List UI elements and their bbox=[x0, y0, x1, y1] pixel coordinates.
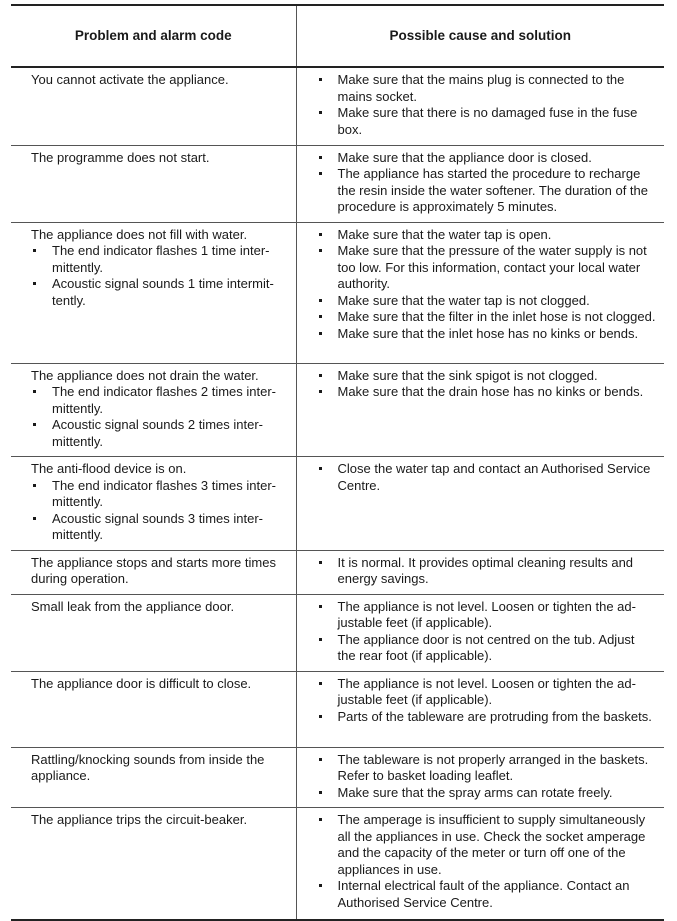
table-row bbox=[11, 67, 664, 145]
solution-cell bbox=[296, 67, 664, 145]
solution-cell bbox=[296, 222, 664, 363]
solution-cell bbox=[296, 363, 664, 457]
problem-cell bbox=[11, 145, 296, 222]
table-row bbox=[11, 550, 664, 594]
problem-text: The appliance does not drain the water. bbox=[31, 367, 259, 383]
solution-item: It is normal. It provides optimal cleaning results and energy savings. bbox=[317, 555, 657, 588]
problem-cell bbox=[11, 594, 296, 671]
problem-text: The anti-flood device is on. bbox=[31, 461, 187, 476]
table-row bbox=[11, 808, 664, 920]
solution-cell bbox=[296, 145, 664, 222]
solution-item: Make sure that the appliance door is closed. bbox=[317, 150, 657, 167]
table-row bbox=[11, 671, 664, 747]
solution-item: Internal electrical fault of the appliance. Contact an Authorised Service Centre. bbox=[317, 878, 657, 911]
alarm-code-item: The end indicator flashes 3 times intermittently. bbox=[31, 478, 290, 511]
alarm-code-list bbox=[31, 243, 290, 309]
problem-text: Rattling/knocking sounds from inside the appliance. bbox=[31, 751, 265, 783]
problem-text: Small leak from the appliance door. bbox=[31, 598, 235, 614]
table-row bbox=[11, 594, 664, 671]
solution-item: Make sure that the spray arms can rotate freely. bbox=[317, 785, 657, 802]
solution-item: The appliance is not level. Loosen or tighten the adjustable feet (if applicable). bbox=[317, 676, 657, 709]
solution-cell bbox=[296, 594, 664, 671]
table-body bbox=[11, 67, 664, 920]
problem-text: The appliance trips the circuit-beaker. bbox=[31, 812, 248, 827]
problem-cell bbox=[11, 671, 296, 747]
table-row bbox=[11, 222, 664, 363]
solution-list bbox=[317, 752, 657, 802]
problem-cell bbox=[11, 67, 296, 145]
alarm-code-item: Acoustic signal sounds 2 times intermittently. bbox=[31, 417, 290, 450]
header-solution: Possible cause and solution bbox=[296, 5, 664, 67]
alarm-code-item: The end indicator flashes 2 times intermittently. bbox=[31, 384, 290, 417]
solution-item: Make sure that the filter in the inlet hose is not clogged. bbox=[317, 309, 657, 326]
solution-cell bbox=[296, 747, 664, 808]
solution-item: Make sure that there is no damaged fuse in the fuse box. bbox=[317, 105, 657, 138]
solution-item: The tableware is not properly arranged in the baskets. Refer to basket loading leaflet. bbox=[317, 752, 657, 785]
problem-cell bbox=[11, 457, 296, 551]
solution-item: Make sure that the pressure of the water supply is not too low. For this information, contact your local water authority. bbox=[317, 243, 657, 293]
solution-item: Make sure that the sink spigot is not clogged. bbox=[317, 368, 657, 385]
problem-text: The appliance does not fill with water. bbox=[31, 226, 248, 242]
problem-cell bbox=[11, 808, 296, 920]
solution-item: The appliance is not level. Loosen or tighten the adjustable feet (if applicable). bbox=[317, 599, 657, 632]
solution-list bbox=[317, 461, 657, 494]
table-row bbox=[11, 145, 664, 222]
table-row bbox=[11, 747, 664, 808]
table-header-row bbox=[11, 5, 664, 67]
solution-cell bbox=[296, 550, 664, 594]
solution-list bbox=[317, 72, 657, 138]
header-problem: Problem and alarm code bbox=[11, 5, 296, 67]
troubleshooting-table bbox=[11, 4, 664, 921]
problem-text: You cannot activate the appliance. bbox=[31, 72, 229, 87]
solution-item: Make sure that the water tap is not clogged. bbox=[317, 293, 657, 310]
table-row bbox=[11, 457, 664, 551]
solution-list bbox=[317, 599, 657, 665]
solution-item: Make sure that the mains plug is connected to the mains socket. bbox=[317, 72, 657, 105]
solution-list bbox=[317, 227, 657, 343]
problem-cell bbox=[11, 550, 296, 594]
alarm-code-list bbox=[31, 478, 290, 544]
solution-item: Parts of the tableware are protruding from the baskets. bbox=[317, 709, 657, 726]
solution-list bbox=[317, 812, 657, 911]
solution-cell bbox=[296, 457, 664, 551]
solution-item: The appliance door is not centred on the tub. Adjust the rear foot (if applicable). bbox=[317, 632, 657, 665]
solution-item: Make sure that the inlet hose has no kinks or bends. bbox=[317, 326, 657, 343]
problem-cell bbox=[11, 363, 296, 457]
solution-list bbox=[317, 555, 657, 588]
solution-item: Close the water tap and contact an Authorised Service Centre. bbox=[317, 461, 657, 494]
alarm-code-list bbox=[31, 384, 290, 450]
solution-item: The amperage is insufficient to supply simultaneously all the appliances in use. Check the socket amperage and the capacity of the meter or turn off one of the appliances in use. bbox=[317, 812, 657, 878]
solution-item: Make sure that the water tap is open. bbox=[317, 227, 657, 244]
alarm-code-item: The end indicator flashes 1 time intermittently. bbox=[31, 243, 290, 276]
solution-item: The appliance has started the procedure to recharge the resin inside the water softener. The duration of the procedure is approximately 5 minutes. bbox=[317, 166, 657, 216]
alarm-code-item: Acoustic signal sounds 3 times intermittently. bbox=[31, 511, 290, 544]
alarm-code-item: Acoustic signal sounds 1 time intermittently. bbox=[31, 276, 290, 309]
problem-text: The programme does not start. bbox=[31, 149, 210, 165]
solution-list bbox=[317, 368, 657, 401]
solution-list bbox=[317, 150, 657, 216]
solution-cell bbox=[296, 808, 664, 920]
table-row bbox=[11, 363, 664, 457]
problem-text: The appliance stops and starts more times during operation. bbox=[31, 554, 276, 586]
solution-item: Make sure that the drain hose has no kinks or bends. bbox=[317, 384, 657, 401]
solution-list bbox=[317, 676, 657, 726]
solution-cell bbox=[296, 671, 664, 747]
problem-cell bbox=[11, 747, 296, 808]
problem-text: The appliance door is difficult to close. bbox=[31, 675, 252, 691]
problem-cell bbox=[11, 222, 296, 363]
